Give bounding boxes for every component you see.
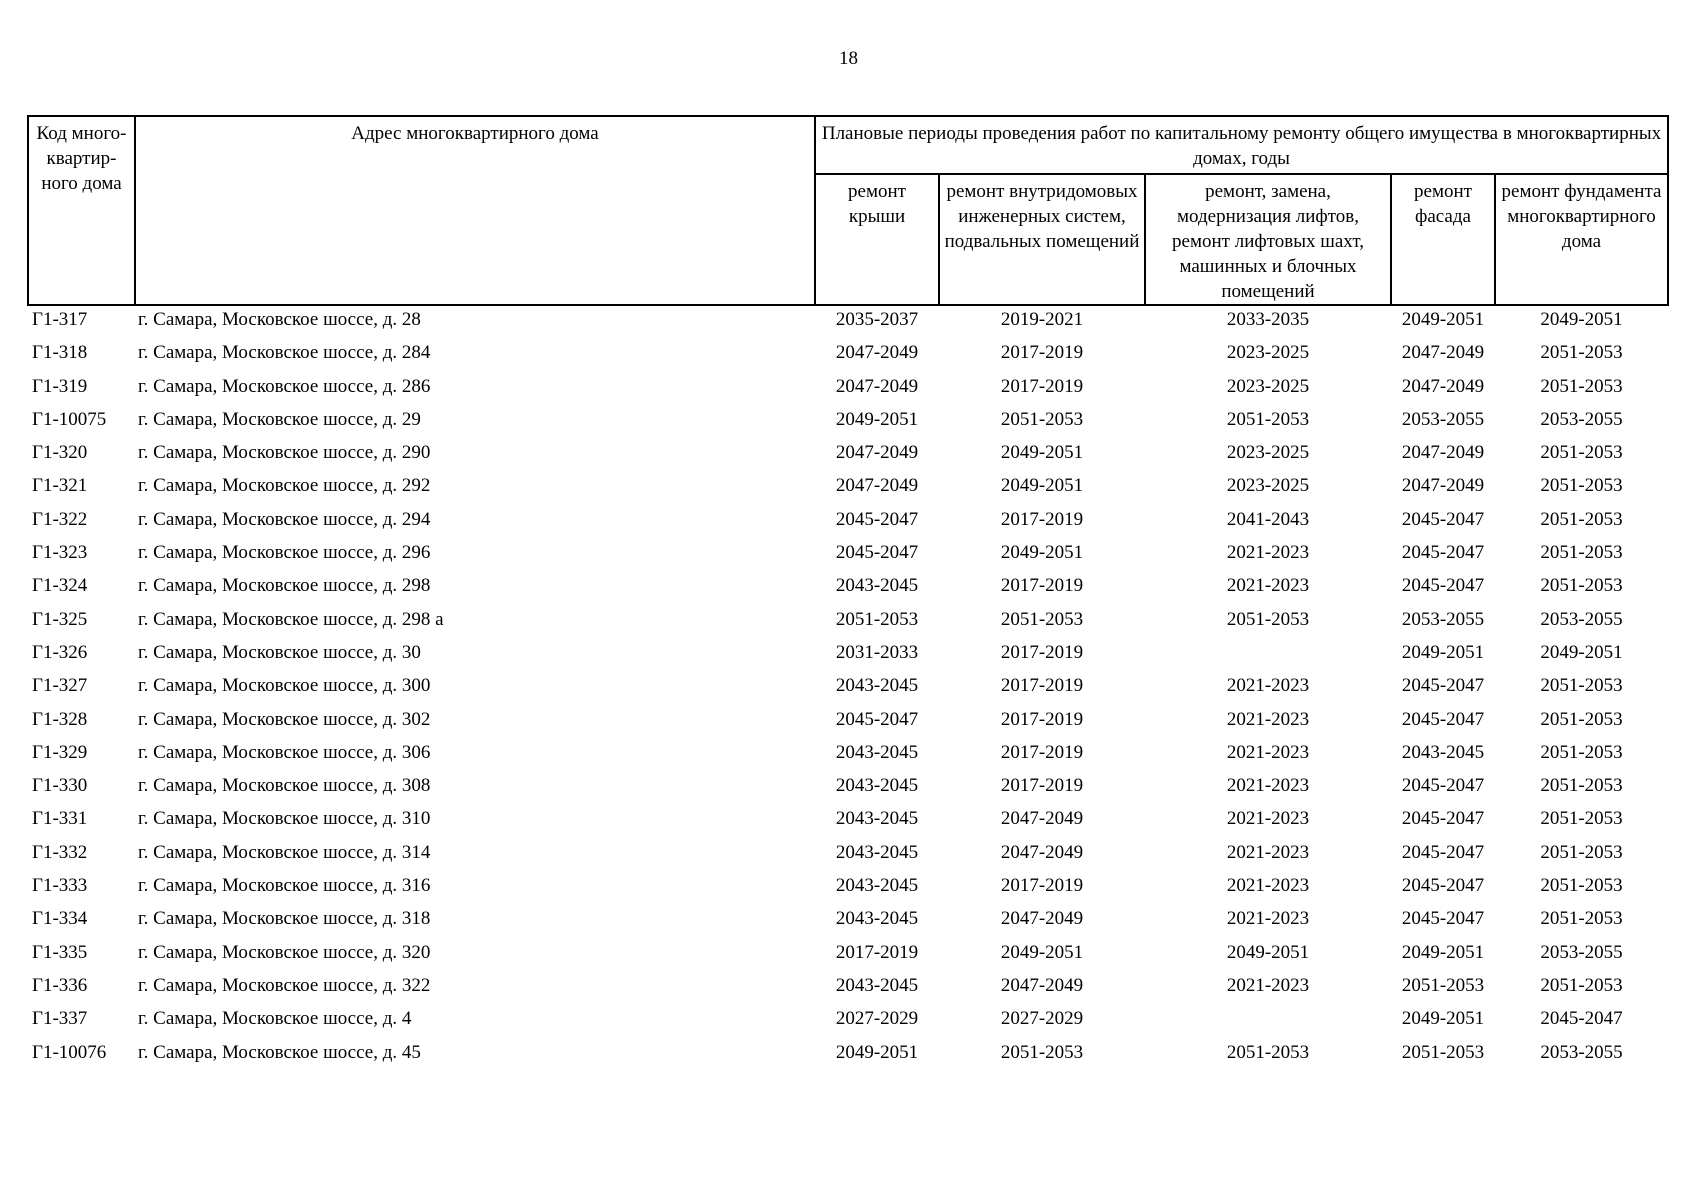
house-code: Г1-337 xyxy=(32,1008,88,1030)
house-address: г. Самара, Московское шоссе, д. 298 xyxy=(138,575,431,597)
house-code: Г1-327 xyxy=(32,675,88,697)
house-address: г. Самара, Московское шоссе, д. 294 xyxy=(138,508,431,530)
elevators-period: 2021-2023 xyxy=(1226,675,1310,697)
engineering-period: 2047-2049 xyxy=(1000,808,1084,830)
house-address: г. Самара, Московское шоссе, д. 302 xyxy=(138,708,431,730)
table-row xyxy=(28,539,1668,572)
elevators-period: 2023-2025 xyxy=(1226,475,1310,497)
house-address: г. Самара, Московское шоссе, д. 292 xyxy=(138,475,431,497)
foundation-period: 2051-2053 xyxy=(1540,675,1623,697)
house-code: Г1-319 xyxy=(32,375,88,397)
elevators-period: 2033-2035 xyxy=(1226,309,1310,330)
elevators-period: 2023-2025 xyxy=(1226,342,1310,364)
house-code: Г1-330 xyxy=(32,775,88,797)
table-row xyxy=(28,839,1668,872)
table-row xyxy=(28,373,1668,406)
engineering-period: 2049-2051 xyxy=(1000,475,1084,497)
table-row xyxy=(28,1005,1668,1038)
house-code: Г1-333 xyxy=(32,875,88,897)
house-address: г. Самара, Московское шоссе, д. 320 xyxy=(138,941,431,963)
foundation-period: 2051-2053 xyxy=(1540,375,1623,397)
house-address: г. Самара, Московское шоссе, д. 314 xyxy=(138,841,431,863)
facade-period: 2045-2047 xyxy=(1401,508,1485,530)
table-row xyxy=(28,639,1668,672)
table-row xyxy=(28,739,1668,772)
foundation-period: 2051-2053 xyxy=(1540,575,1623,597)
foundation-period: 2053-2055 xyxy=(1540,608,1623,630)
house-address: г. Самара, Московское шоссе, д. 286 xyxy=(138,375,431,397)
engineering-period: 2019-2021 xyxy=(1000,309,1084,330)
engineering-period: 2017-2019 xyxy=(1000,508,1084,530)
house-code: Г1-10076 xyxy=(32,1041,107,1063)
facade-period: 2045-2047 xyxy=(1401,542,1485,564)
elevators-period: 2051-2053 xyxy=(1226,608,1310,630)
house-code: Г1-318 xyxy=(32,342,88,364)
table-row xyxy=(28,305,1668,339)
roof-period: 2043-2045 xyxy=(835,808,919,830)
roof-period: 2043-2045 xyxy=(835,974,919,996)
roof-period: 2047-2049 xyxy=(835,475,919,497)
house-code: Г1-335 xyxy=(32,941,88,963)
facade-period: 2047-2049 xyxy=(1401,375,1485,397)
roof-period: 2035-2037 xyxy=(835,309,919,330)
foundation-period: 2053-2055 xyxy=(1540,1041,1623,1063)
facade-period: 2047-2049 xyxy=(1401,342,1485,364)
foundation-period: 2049-2051 xyxy=(1540,641,1623,663)
house-address: г. Самара, Московское шоссе, д. 284 xyxy=(138,342,431,364)
elevators-period: 2021-2023 xyxy=(1226,775,1310,797)
facade-period: 2049-2051 xyxy=(1401,641,1485,663)
facade-period: 2047-2049 xyxy=(1401,475,1485,497)
elevators-period: 2021-2023 xyxy=(1226,542,1310,564)
table-row xyxy=(28,706,1668,739)
header-periods-group: Плановые периоды проведения работ по капитальному ремонту общего имущества в многоквартирных домах, годы xyxy=(815,116,1668,174)
foundation-period: 2051-2053 xyxy=(1540,475,1623,497)
engineering-period: 2049-2051 xyxy=(1000,442,1084,464)
engineering-period: 2017-2019 xyxy=(1000,641,1084,663)
elevators-period: 2021-2023 xyxy=(1226,708,1310,730)
roof-period: 2049-2051 xyxy=(835,1041,919,1063)
foundation-period: 2049-2051 xyxy=(1540,309,1623,330)
engineering-period: 2017-2019 xyxy=(1000,741,1084,763)
foundation-period: 2045-2047 xyxy=(1540,1008,1623,1030)
elevators-period: 2051-2053 xyxy=(1226,1041,1310,1063)
roof-period: 2017-2019 xyxy=(835,941,919,963)
engineering-period: 2017-2019 xyxy=(1000,342,1084,364)
elevators-period: 2049-2051 xyxy=(1226,941,1310,963)
facade-period: 2043-2045 xyxy=(1401,741,1485,763)
roof-period: 2047-2049 xyxy=(835,442,919,464)
house-code: Г1-331 xyxy=(32,808,88,830)
engineering-period: 2017-2019 xyxy=(1000,708,1084,730)
engineering-period: 2051-2053 xyxy=(1000,1041,1084,1063)
elevators-period: 2021-2023 xyxy=(1226,741,1310,763)
header-engineering: ремонт внутридомовых инженерных систем, подвальных помещений xyxy=(939,174,1145,305)
foundation-period: 2051-2053 xyxy=(1540,542,1623,564)
facade-period: 2051-2053 xyxy=(1401,974,1485,996)
house-address: г. Самара, Московское шоссе, д. 318 xyxy=(138,908,431,930)
table-row xyxy=(28,472,1668,505)
table-header xyxy=(28,116,1668,305)
house-address: г. Самара, Московское шоссе, д. 316 xyxy=(138,875,431,897)
facade-period: 2049-2051 xyxy=(1401,941,1485,963)
roof-period: 2043-2045 xyxy=(835,741,919,763)
elevators-period: 2021-2023 xyxy=(1226,908,1310,930)
house-address: г. Самара, Московское шоссе, д. 290 xyxy=(138,442,431,464)
house-address: г. Самара, Московское шоссе, д. 30 xyxy=(138,641,421,663)
engineering-period: 2049-2051 xyxy=(1000,941,1084,963)
facade-period: 2045-2047 xyxy=(1401,875,1485,897)
table-body xyxy=(28,305,1668,1072)
house-code: Г1-332 xyxy=(32,841,88,863)
foundation-period: 2051-2053 xyxy=(1540,908,1623,930)
roof-period: 2047-2049 xyxy=(835,375,919,397)
facade-period: 2045-2047 xyxy=(1401,908,1485,930)
facade-period: 2047-2049 xyxy=(1401,442,1485,464)
foundation-period: 2051-2053 xyxy=(1540,775,1623,797)
table-row xyxy=(28,872,1668,905)
engineering-period: 2017-2019 xyxy=(1000,775,1084,797)
foundation-period: 2051-2053 xyxy=(1540,808,1623,830)
house-address: г. Самара, Московское шоссе, д. 322 xyxy=(138,974,431,996)
header-address: Адрес многоквартирного дома xyxy=(135,116,815,305)
elevators-period: 2021-2023 xyxy=(1226,841,1310,863)
engineering-period: 2051-2053 xyxy=(1000,408,1084,430)
house-code: Г1-321 xyxy=(32,475,88,497)
house-address: г. Самара, Московское шоссе, д. 296 xyxy=(138,542,431,564)
roof-period: 2047-2049 xyxy=(835,342,919,364)
header-facade: ремонт фасада xyxy=(1391,174,1495,305)
roof-period: 2043-2045 xyxy=(835,675,919,697)
foundation-period: 2051-2053 xyxy=(1540,342,1623,364)
engineering-period: 2017-2019 xyxy=(1000,675,1084,697)
elevators-period: 2021-2023 xyxy=(1226,808,1310,830)
facade-period: 2045-2047 xyxy=(1401,708,1485,730)
house-code: Г1-324 xyxy=(32,575,88,597)
facade-period: 2045-2047 xyxy=(1401,808,1485,830)
engineering-period: 2027-2029 xyxy=(1000,1008,1084,1030)
engineering-period: 2049-2051 xyxy=(1000,542,1084,564)
table-row xyxy=(28,905,1668,938)
house-address: г. Самара, Московское шоссе, д. 298 а xyxy=(138,608,444,630)
roof-period: 2045-2047 xyxy=(835,508,919,530)
table-row xyxy=(28,805,1668,838)
house-address: г. Самара, Московское шоссе, д. 306 xyxy=(138,741,431,763)
elevators-period: 2051-2053 xyxy=(1226,408,1310,430)
house-address: г. Самара, Московское шоссе, д. 300 xyxy=(138,675,431,697)
facade-period: 2049-2051 xyxy=(1401,1008,1485,1030)
roof-period: 2031-2033 xyxy=(835,641,919,663)
roof-period: 2051-2053 xyxy=(835,608,919,630)
house-code: Г1-320 xyxy=(32,442,88,464)
header-foundation: ремонт фундамента многоквартирного дома xyxy=(1495,174,1668,305)
house-address: г. Самара, Московское шоссе, д. 4 xyxy=(138,1008,412,1030)
table-row xyxy=(28,606,1668,639)
house-code: Г1-326 xyxy=(32,641,88,663)
house-address: г. Самара, Московское шоссе, д. 29 xyxy=(138,408,421,430)
table-row xyxy=(28,772,1668,805)
table-row xyxy=(28,972,1668,1005)
page-number: 18 xyxy=(839,48,858,69)
elevators-period: 2023-2025 xyxy=(1226,375,1310,397)
foundation-period: 2053-2055 xyxy=(1540,408,1623,430)
roof-period: 2043-2045 xyxy=(835,841,919,863)
house-code: Г1-328 xyxy=(32,708,88,730)
facade-period: 2045-2047 xyxy=(1401,575,1485,597)
house-code: Г1-10075 xyxy=(32,408,107,430)
foundation-period: 2051-2053 xyxy=(1540,508,1623,530)
table-row xyxy=(28,1039,1668,1072)
engineering-period: 2017-2019 xyxy=(1000,375,1084,397)
facade-period: 2051-2053 xyxy=(1401,1041,1485,1063)
table-row xyxy=(28,672,1668,705)
house-code: Г1-325 xyxy=(32,608,88,630)
house-code: Г1-334 xyxy=(32,908,88,930)
house-address: г. Самара, Московское шоссе, д. 310 xyxy=(138,808,431,830)
header-roof: ремонт крыши xyxy=(815,174,939,305)
elevators-period: 2021-2023 xyxy=(1226,575,1310,597)
elevators-period: 2023-2025 xyxy=(1226,442,1310,464)
elevators-period: 2021-2023 xyxy=(1226,974,1310,996)
roof-period: 2027-2029 xyxy=(835,1008,919,1030)
header-elevators: ремонт, замена, модернизация лифтов, ремонт лифтовых шахт, машинных и блочных помещений xyxy=(1145,174,1391,305)
engineering-period: 2047-2049 xyxy=(1000,908,1084,930)
table-row xyxy=(28,572,1668,605)
table-row xyxy=(28,439,1668,472)
repair-schedule-table xyxy=(27,115,1669,1072)
engineering-period: 2017-2019 xyxy=(1000,875,1084,897)
facade-period: 2049-2051 xyxy=(1401,309,1485,330)
house-code: Г1-329 xyxy=(32,741,88,763)
table-row xyxy=(28,939,1668,972)
roof-period: 2043-2045 xyxy=(835,575,919,597)
house-address: г. Самара, Московское шоссе, д. 28 xyxy=(138,309,421,330)
table-row xyxy=(28,339,1668,372)
foundation-period: 2051-2053 xyxy=(1540,741,1623,763)
roof-period: 2049-2051 xyxy=(835,408,919,430)
facade-period: 2045-2047 xyxy=(1401,675,1485,697)
facade-period: 2045-2047 xyxy=(1401,775,1485,797)
roof-period: 2043-2045 xyxy=(835,775,919,797)
foundation-period: 2051-2053 xyxy=(1540,841,1623,863)
roof-period: 2043-2045 xyxy=(835,875,919,897)
house-address: г. Самара, Московское шоссе, д. 308 xyxy=(138,775,431,797)
header-code: Код много-квартир-ного дома xyxy=(28,116,135,305)
foundation-period: 2051-2053 xyxy=(1540,442,1623,464)
table-row xyxy=(28,406,1668,439)
facade-period: 2053-2055 xyxy=(1401,408,1485,430)
elevators-period xyxy=(1145,1005,1391,1038)
foundation-period: 2051-2053 xyxy=(1540,708,1623,730)
engineering-period: 2017-2019 xyxy=(1000,575,1084,597)
foundation-period: 2051-2053 xyxy=(1540,974,1623,996)
engineering-period: 2047-2049 xyxy=(1000,974,1084,996)
elevators-period xyxy=(1145,639,1391,672)
facade-period: 2045-2047 xyxy=(1401,841,1485,863)
foundation-period: 2053-2055 xyxy=(1540,941,1623,963)
house-code: Г1-317 xyxy=(32,309,88,330)
house-code: Г1-323 xyxy=(32,542,88,564)
house-code: Г1-336 xyxy=(32,974,88,996)
elevators-period: 2041-2043 xyxy=(1226,508,1310,530)
house-code: Г1-322 xyxy=(32,508,88,530)
foundation-period: 2051-2053 xyxy=(1540,875,1623,897)
roof-period: 2045-2047 xyxy=(835,708,919,730)
table-row xyxy=(28,506,1668,539)
roof-period: 2043-2045 xyxy=(835,908,919,930)
roof-period: 2045-2047 xyxy=(835,542,919,564)
elevators-period: 2021-2023 xyxy=(1226,875,1310,897)
house-address: г. Самара, Московское шоссе, д. 45 xyxy=(138,1041,421,1063)
facade-period: 2053-2055 xyxy=(1401,608,1485,630)
engineering-period: 2051-2053 xyxy=(1000,608,1084,630)
engineering-period: 2047-2049 xyxy=(1000,841,1084,863)
